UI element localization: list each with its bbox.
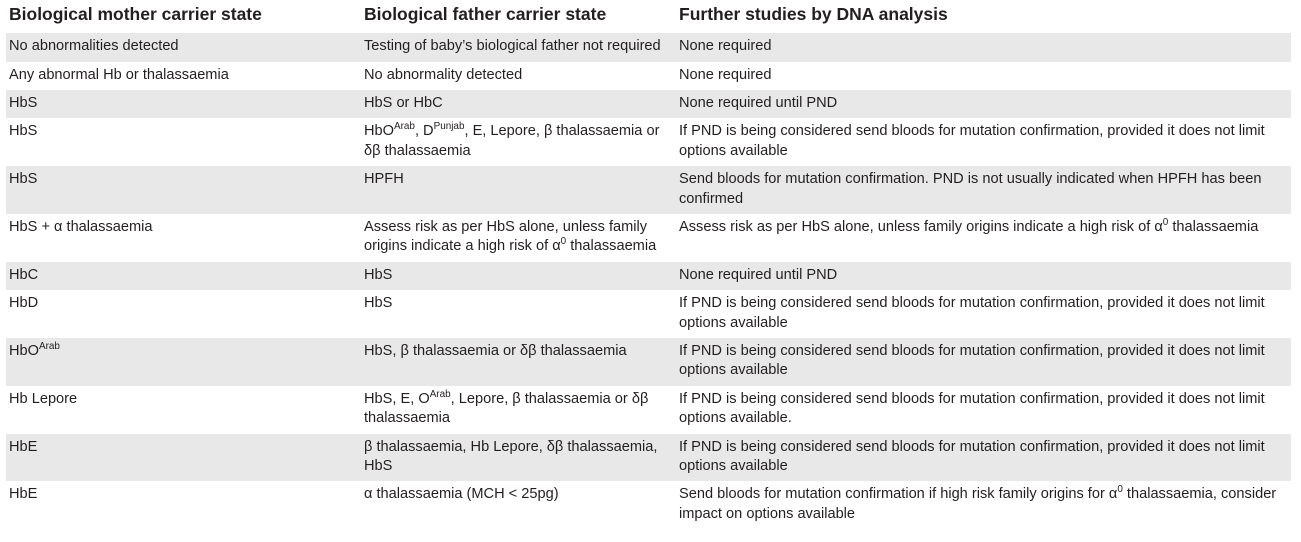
table-header-row [6, 0, 1291, 33]
table-row [6, 338, 1291, 386]
carrier-state-table [6, 0, 1291, 529]
cell-further-studies: None required [676, 33, 1291, 61]
cell-mother-carrier-state: Any abnormal Hb or thalassaemia [6, 62, 361, 90]
cell-further-studies: If PND is being considered send bloods for mutation confirmation, provided it does not limit options available [676, 338, 1291, 386]
cell-mother-carrier-state: HbE [6, 434, 361, 482]
cell-father-carrier-state: Testing of baby’s biological father not required [361, 33, 676, 61]
cell-father-carrier-state: Assess risk as per HbS alone, unless family origins indicate a high risk of $\alpha^0$ thalassaemia [361, 214, 676, 262]
cell-mother-carrier-state: HbS [6, 166, 361, 214]
cell-further-studies: None required [676, 62, 1291, 90]
table-row [6, 214, 1291, 262]
cell-father-carrier-state: HbS or HbC [361, 90, 676, 118]
cell-father-carrier-state: α thalassaemia (MCH < 25pg) [361, 481, 676, 529]
table-row [6, 166, 1291, 214]
table-row [6, 118, 1291, 166]
cell-father-carrier-state: β thalassaemia, Hb Lepore, δβ thalassaemia, HbS [361, 434, 676, 482]
cell-mother-carrier-state: HbS + α thalassaemia [6, 214, 361, 262]
cell-mother-carrier-state: HbS [6, 90, 361, 118]
table-row [6, 90, 1291, 118]
cell-further-studies: None required until PND [676, 262, 1291, 290]
cell-further-studies: If PND is being considered send bloods for mutation confirmation, provided it does not limit options available [676, 434, 1291, 482]
cell-mother-carrier-state: Hb Lepore [6, 386, 361, 434]
table-body [6, 33, 1291, 529]
cell-mother-carrier-state: HbS [6, 118, 361, 166]
cell-father-carrier-state: HbS [361, 290, 676, 338]
cell-further-studies: If PND is being considered send bloods for mutation confirmation, provided it does not limit options available [676, 290, 1291, 338]
table-row [6, 62, 1291, 90]
table-header [6, 0, 1291, 33]
cell-further-studies: If PND is being considered send bloods for mutation confirmation, provided it does not limit options available [676, 118, 1291, 166]
cell-father-carrier-state: HbS, E, $O^{Arab}$, Lepore, β thalassaemia or δβ thalassaemia [361, 386, 676, 434]
table-row [6, 481, 1291, 529]
column-header-studies: Further studies by DNA analysis [679, 4, 948, 24]
table-row [6, 434, 1291, 482]
cell-father-carrier-state: HbS [361, 262, 676, 290]
table-row [6, 290, 1291, 338]
column-header-father: Biological father carrier state [364, 4, 607, 24]
cell-father-carrier-state: HbO$^{Arab}$, $D^{Punjab}$, E, Lepore, β thalassaemia or δβ thalassaemia [361, 118, 676, 166]
cell-further-studies: If PND is being considered send bloods for mutation confirmation, provided it does not limit options available. [676, 386, 1291, 434]
table-row [6, 262, 1291, 290]
cell-mother-carrier-state: HbO$^{Arab}$ [6, 338, 361, 386]
cell-mother-carrier-state: HbD [6, 290, 361, 338]
cell-mother-carrier-state: HbC [6, 262, 361, 290]
column-header-mother: Biological mother carrier state [9, 4, 262, 24]
cell-mother-carrier-state: HbE [6, 481, 361, 529]
cell-father-carrier-state: No abnormality detected [361, 62, 676, 90]
cell-further-studies: Send bloods for mutation confirmation if high risk family origins for $\alpha^0$ thalassaemia, consider impact on options available [676, 481, 1291, 529]
cell-further-studies: None required until PND [676, 90, 1291, 118]
table-row [6, 33, 1291, 61]
cell-further-studies: Send bloods for mutation confirmation. PND is not usually indicated when HPFH has been confirmed [676, 166, 1291, 214]
cell-father-carrier-state: HbS, β thalassaemia or δβ thalassaemia [361, 338, 676, 386]
cell-father-carrier-state: HPFH [361, 166, 676, 214]
table-row [6, 386, 1291, 434]
cell-mother-carrier-state: No abnormalities detected [6, 33, 361, 61]
cell-further-studies: Assess risk as per HbS alone, unless family origins indicate a high risk of $\alpha^0$ thalassaemia [676, 214, 1291, 262]
